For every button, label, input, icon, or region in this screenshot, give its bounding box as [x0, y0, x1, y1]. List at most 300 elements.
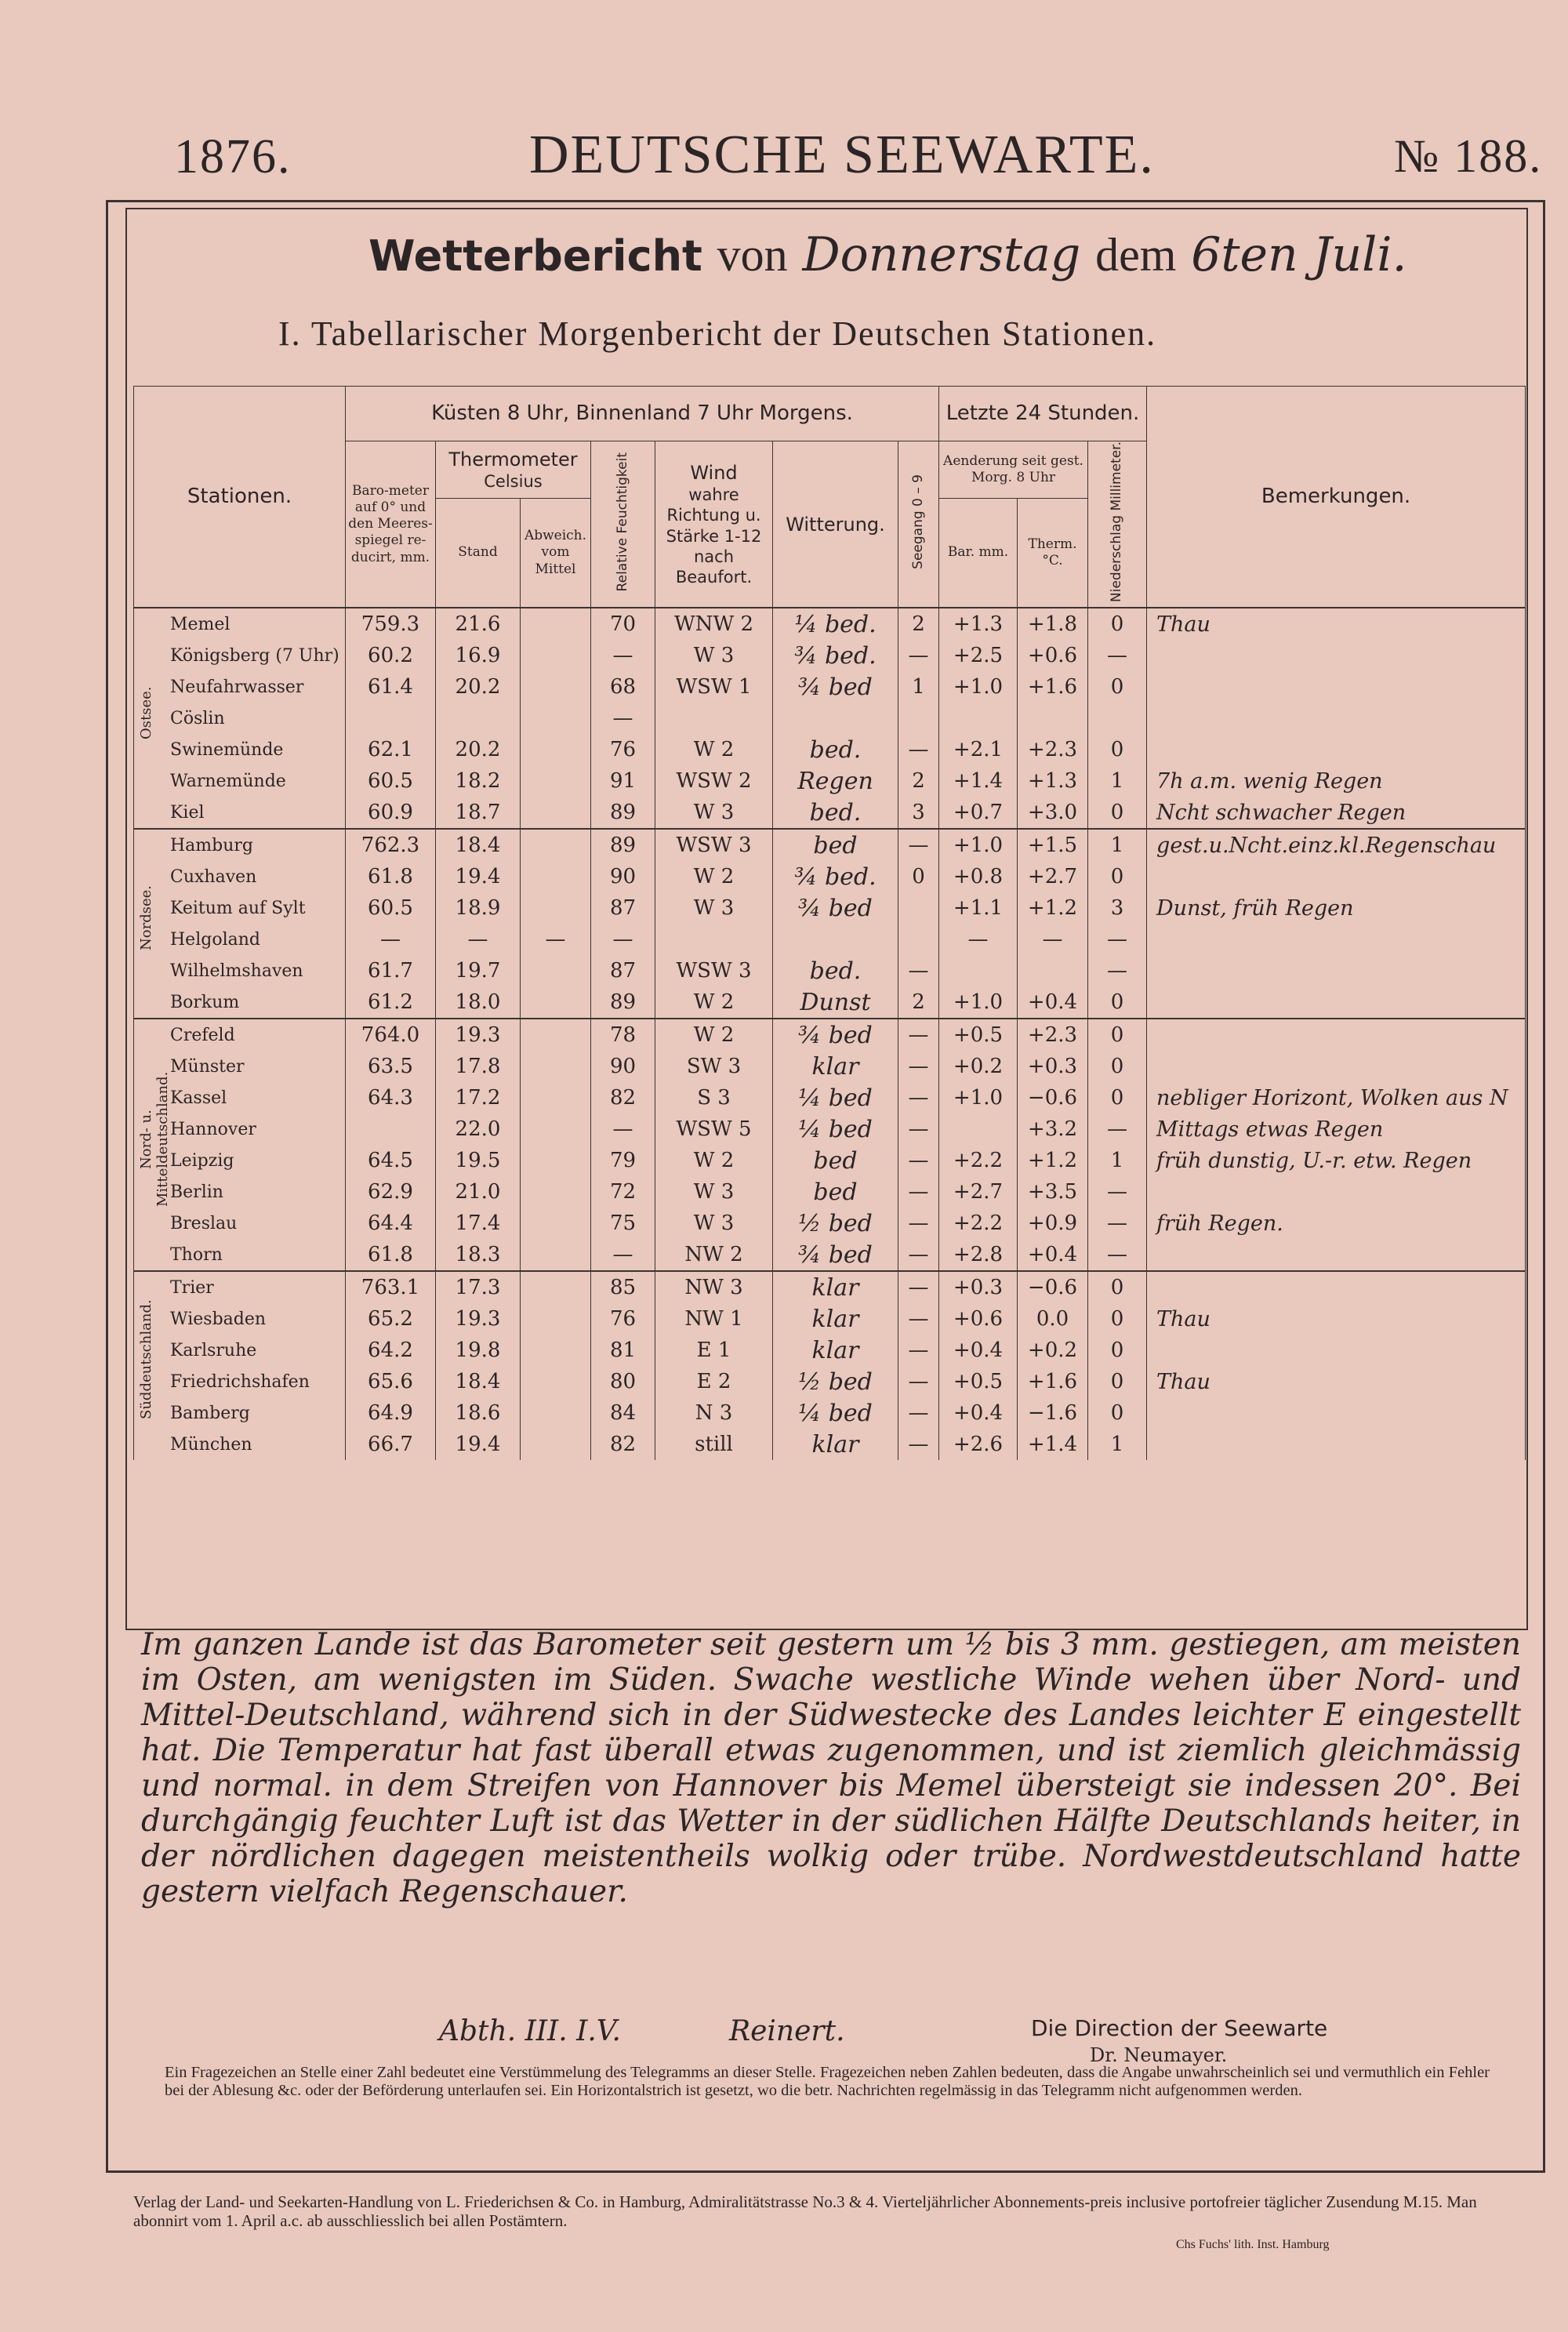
dtherm-cell: [1018, 955, 1088, 986]
table-row: [134, 640, 1526, 671]
precip-header: Niederschlag Millimeter.: [1088, 441, 1147, 608]
hum-cell: 87: [591, 892, 655, 924]
report-title: [368, 227, 1407, 282]
dev-cell: [521, 640, 591, 671]
baro-cell: 762.3: [346, 829, 436, 861]
dtherm-cell: +1.6: [1018, 671, 1088, 703]
dbar-cell: +0.3: [939, 1271, 1018, 1303]
dev-cell: —: [521, 924, 591, 955]
weather-summary: Im ganzen Lande ist das Barometer seit gestern um ½ bis 3 mm. gestiegen, am meisten im Osten, am wenigsten im Süden. Swache westliche Winde wehen über Nord- und Mittel-Deutschland, während sich in der Südwestecke des Landes leichter E eingestellt hat. Die Temperatur hat fast überall etwas zugenommen, und ist ziemlich gleichmässig und normal. in dem Streifen von Hannover bis Memel übersteigt sie indessen 20°. Bei durchgängig feuchter Luft ist das Wetter in der südlichen Hälfte Deutschlands heiter, in der nördlichen dagegen meistentheils wolkig oder trübe. Nordwestdeutschland hatte gestern vielfach Regenschauer.: [141, 1627, 1521, 1909]
dev-cell: [521, 608, 591, 640]
table-row: [134, 861, 1526, 892]
wind-header: Wind wahre Richtung u. Stärke 1-12 nach Beaufort.: [655, 441, 773, 608]
baro-cell: 64.2: [346, 1335, 436, 1366]
remark-cell: [1147, 1019, 1526, 1051]
dev-cell: [521, 1303, 591, 1335]
dev-cell: [521, 1051, 591, 1082]
dev-cell: [521, 1176, 591, 1208]
station-name: Karlsruhe: [134, 1335, 346, 1366]
dbar-cell: +1.3: [939, 608, 1018, 640]
station-name: Breslau: [134, 1208, 346, 1239]
wind-cell: WSW 3: [655, 955, 773, 986]
sea-cell: [898, 924, 939, 955]
sea-cell: —: [898, 1366, 939, 1397]
dev-cell: [521, 1366, 591, 1397]
dtherm-cell: +1.5: [1018, 829, 1088, 861]
station-name: Münster: [134, 1051, 346, 1082]
dbar-cell: +2.2: [939, 1208, 1018, 1239]
dev-cell: [521, 1145, 591, 1176]
dtherm-cell: +3.5: [1018, 1176, 1088, 1208]
sea-cell: —: [898, 1113, 939, 1145]
temp-cell: 22.0: [436, 1113, 521, 1145]
table-row: [134, 1145, 1526, 1176]
dev-cell: [521, 986, 591, 1019]
thermometer-header: Thermometer Celsius: [436, 441, 591, 499]
dtherm-cell: +3.2: [1018, 1113, 1088, 1145]
dev-cell: [521, 1429, 591, 1460]
precip-cell: 0: [1088, 986, 1147, 1019]
precip-cell: 0: [1088, 1082, 1147, 1113]
table-row: [134, 1019, 1526, 1051]
dtherm-cell: 0.0: [1018, 1303, 1088, 1335]
table-row: [134, 1051, 1526, 1082]
remark-cell: [1147, 1335, 1526, 1366]
dbar-cell: +1.0: [939, 986, 1018, 1019]
sea-cell: —: [898, 1145, 939, 1176]
station-name: Hamburg: [134, 829, 346, 861]
dbar-cell: [939, 955, 1018, 986]
weather-cell: Regen: [773, 765, 898, 797]
temp-cell: 18.0: [436, 986, 521, 1019]
dbar-cell: +2.7: [939, 1176, 1018, 1208]
weather-cell: ¾ bed.: [773, 640, 898, 671]
dbar-cell: +1.1: [939, 892, 1018, 924]
sea-cell: 3: [898, 797, 939, 829]
wind-cell: E 1: [655, 1335, 773, 1366]
remark-cell: [1147, 955, 1526, 986]
table-row: [134, 1335, 1526, 1366]
wind-cell: S 3: [655, 1082, 773, 1113]
dbar-cell: +0.8: [939, 861, 1018, 892]
remark-cell: Thau: [1147, 1303, 1526, 1335]
title-date: 6ten: [1191, 227, 1298, 282]
dtherm-cell: +2.3: [1018, 734, 1088, 765]
station-name: Keitum auf Sylt: [134, 892, 346, 924]
precip-cell: 0: [1088, 1366, 1147, 1397]
wind-cell: WSW 2: [655, 765, 773, 797]
region-label: Ostsee.: [138, 685, 154, 739]
wind-cell: NW 3: [655, 1271, 773, 1303]
hum-cell: 76: [591, 1303, 655, 1335]
remarks-header: Bemerkungen.: [1147, 387, 1526, 608]
table-row: [134, 703, 1526, 734]
precip-cell: 0: [1088, 671, 1147, 703]
station-name: Cuxhaven: [134, 861, 346, 892]
sea-cell: —: [898, 734, 939, 765]
station-name: Swinemünde: [134, 734, 346, 765]
temp-cell: 18.4: [436, 1366, 521, 1397]
baro-cell: 60.9: [346, 797, 436, 829]
dtherm-cell: +0.9: [1018, 1208, 1088, 1239]
precip-cell: —: [1088, 640, 1147, 671]
hum-cell: 89: [591, 829, 655, 861]
baro-cell: 61.4: [346, 671, 436, 703]
baro-cell: [346, 1113, 436, 1145]
dtherm-cell: +1.4: [1018, 1429, 1088, 1460]
dbar-cell: +2.2: [939, 1145, 1018, 1176]
hum-cell: 72: [591, 1176, 655, 1208]
precip-cell: 0: [1088, 797, 1147, 829]
weather-cell: [773, 703, 898, 734]
temp-cell: 19.5: [436, 1145, 521, 1176]
temp-cell: 19.3: [436, 1303, 521, 1335]
temp-cell: 18.3: [436, 1239, 521, 1271]
temp-cell: 21.0: [436, 1176, 521, 1208]
remark-cell: gest.u.Ncht.einz.kl.Regenschau: [1147, 829, 1526, 861]
weather-header: Witterung.: [773, 441, 898, 608]
dev-cell: [521, 829, 591, 861]
region-label: Süddeutschland.: [138, 1299, 154, 1420]
hum-cell: —: [591, 924, 655, 955]
remark-cell: Thau: [1147, 1366, 1526, 1397]
dbar-cell: +1.0: [939, 1082, 1018, 1113]
baro-cell: 64.5: [346, 1145, 436, 1176]
table-row: [134, 1239, 1526, 1271]
remark-cell: [1147, 986, 1526, 1019]
table-row: [134, 765, 1526, 797]
baro-cell: 61.8: [346, 1239, 436, 1271]
temp-cell: 20.2: [436, 671, 521, 703]
hum-cell: —: [591, 1239, 655, 1271]
baro-cell: 61.8: [346, 861, 436, 892]
dtherm-cell: −1.6: [1018, 1397, 1088, 1429]
station-name: Cöslin: [134, 703, 346, 734]
dev-cell: [521, 1113, 591, 1145]
morning-group-header: Küsten 8 Uhr, Binnenland 7 Uhr Morgens.: [346, 387, 939, 441]
precip-cell: 0: [1088, 1051, 1147, 1082]
hum-cell: —: [591, 640, 655, 671]
dtherm-cell: +0.4: [1018, 1239, 1088, 1271]
station-name: Bamberg: [134, 1397, 346, 1429]
temp-cell: 17.3: [436, 1271, 521, 1303]
temp-cell: 19.3: [436, 1019, 521, 1051]
temp-cell: 18.4: [436, 829, 521, 861]
table-row: [134, 1271, 1526, 1303]
baro-cell: 60.2: [346, 640, 436, 671]
weather-cell: klar: [773, 1335, 898, 1366]
station-name: Friedrichshafen: [134, 1366, 346, 1397]
dev-cell: [521, 703, 591, 734]
sea-cell: 2: [898, 765, 939, 797]
title-von: von: [717, 229, 788, 281]
precip-cell: 0: [1088, 1397, 1147, 1429]
precip-cell: 1: [1088, 1145, 1147, 1176]
temp-cell: 19.8: [436, 1335, 521, 1366]
hum-cell: 80: [591, 1366, 655, 1397]
precip-cell: 1: [1088, 1429, 1147, 1460]
dbar-cell: +0.7: [939, 797, 1018, 829]
remark-cell: nebliger Horizont, Wolken aus N: [1147, 1082, 1526, 1113]
baro-cell: 61.7: [346, 955, 436, 986]
remark-cell: [1147, 1051, 1526, 1082]
dev-cell: [521, 1082, 591, 1113]
weather-cell: ½ bed: [773, 1208, 898, 1239]
remark-cell: früh Regen.: [1147, 1208, 1526, 1239]
sea-cell: —: [898, 955, 939, 986]
weather-cell: ¾ bed: [773, 671, 898, 703]
station-name: Leipzig: [134, 1145, 346, 1176]
baro-cell: —: [346, 924, 436, 955]
wind-cell: W 3: [655, 797, 773, 829]
table-row: [134, 1176, 1526, 1208]
weather-cell: bed: [773, 829, 898, 861]
weather-cell: ¾ bed: [773, 892, 898, 924]
region-label: Nord- u. Mitteldeutschland.: [138, 1071, 171, 1207]
remark-cell: Ncht schwacher Regen: [1147, 797, 1526, 829]
direction-label: Die Direction der Seewarte: [1031, 2015, 1328, 2041]
sea-cell: —: [898, 1176, 939, 1208]
hum-cell: 87: [591, 955, 655, 986]
baro-cell: 62.9: [346, 1176, 436, 1208]
station-name: Wiesbaden: [134, 1303, 346, 1335]
dbar-cell: +0.5: [939, 1366, 1018, 1397]
baro-cell: 62.1: [346, 734, 436, 765]
temp-cell: 16.9: [436, 640, 521, 671]
dtherm-cell: +0.2: [1018, 1335, 1088, 1366]
precip-cell: 0: [1088, 608, 1147, 640]
weather-table: [133, 386, 1526, 1460]
dbar-cell: +1.0: [939, 671, 1018, 703]
sea-cell: —: [898, 1019, 939, 1051]
remark-cell: [1147, 1397, 1526, 1429]
dev-cell: [521, 1208, 591, 1239]
station-name: Crefeld: [134, 1019, 346, 1051]
dbar-cell: [939, 1113, 1018, 1145]
dbar-cell: +0.5: [939, 1019, 1018, 1051]
weather-cell: klar: [773, 1429, 898, 1460]
wind-cell: [655, 924, 773, 955]
precip-cell: [1088, 703, 1147, 734]
station-name: Warnemünde: [134, 765, 346, 797]
baro-cell: 65.2: [346, 1303, 436, 1335]
wind-cell: WSW 1: [655, 671, 773, 703]
precip-cell: 0: [1088, 861, 1147, 892]
hum-cell: 90: [591, 861, 655, 892]
year: 1876.: [174, 130, 292, 183]
station-name: Königsberg (7 Uhr): [134, 640, 346, 671]
weather-cell: ¼ bed: [773, 1113, 898, 1145]
sea-cell: —: [898, 1397, 939, 1429]
baro-cell: 65.6: [346, 1366, 436, 1397]
station-name: Neufahrwasser: [134, 671, 346, 703]
title-day: Donnerstag: [802, 227, 1081, 282]
temp-cell: 18.6: [436, 1397, 521, 1429]
station-name: Thorn: [134, 1239, 346, 1271]
baro-cell: 64.3: [346, 1082, 436, 1113]
baro-cell: 60.5: [346, 892, 436, 924]
station-name: Memel: [134, 608, 346, 640]
weather-cell: ¾ bed: [773, 1239, 898, 1271]
baro-cell: 61.2: [346, 986, 436, 1019]
wind-cell: W 2: [655, 986, 773, 1019]
precip-cell: 1: [1088, 829, 1147, 861]
remark-cell: früh dunstig, U.-r. etw. Regen: [1147, 1145, 1526, 1176]
printer-credit: Chs Fuchs' lith. Inst. Hamburg: [1176, 2238, 1330, 2251]
baro-cell: 63.5: [346, 1051, 436, 1082]
temp-cell: 18.7: [436, 797, 521, 829]
dbar-cell: +2.8: [939, 1239, 1018, 1271]
weather-cell: ½ bed: [773, 1366, 898, 1397]
temp-cell: 19.4: [436, 861, 521, 892]
table-row: [134, 892, 1526, 924]
remark-cell: [1147, 671, 1526, 703]
table-row: [134, 734, 1526, 765]
hum-cell: 81: [591, 1335, 655, 1366]
dbar-cell: +1.4: [939, 765, 1018, 797]
dtherm-cell: +1.2: [1018, 892, 1088, 924]
wind-cell: W 2: [655, 1145, 773, 1176]
precip-cell: 0: [1088, 1019, 1147, 1051]
table-row: [134, 1113, 1526, 1145]
dtherm-cell: +0.4: [1018, 986, 1088, 1019]
sea-cell: [898, 703, 939, 734]
department-signature: Abth. III. I.V.: [439, 2015, 621, 2047]
dtherm-cell: +3.0: [1018, 797, 1088, 829]
dtherm-cell: −0.6: [1018, 1082, 1088, 1113]
precip-cell: —: [1088, 1113, 1147, 1145]
newspaper-title: DEUTSCHE SEEWARTE.: [529, 125, 1155, 185]
title-prefix: Wetterbericht: [368, 231, 702, 281]
sea-cell: —: [898, 1239, 939, 1271]
temp-cell: 21.6: [436, 608, 521, 640]
dtherm-cell: +1.8: [1018, 608, 1088, 640]
dbar-cell: +0.2: [939, 1051, 1018, 1082]
remark-cell: Thau: [1147, 608, 1526, 640]
hum-cell: 82: [591, 1429, 655, 1460]
precip-cell: 0: [1088, 1335, 1147, 1366]
weather-cell: klar: [773, 1051, 898, 1082]
dev-cell: [521, 955, 591, 986]
dev-cell: [521, 1335, 591, 1366]
wind-cell: WSW 5: [655, 1113, 773, 1145]
therm-change-header: Therm. °C.: [1018, 498, 1088, 608]
precip-cell: 3: [1088, 892, 1147, 924]
humidity-header: Relative Feuchtigkeit: [591, 441, 655, 608]
temp-cell: 19.7: [436, 955, 521, 986]
station-name: Trier: [134, 1271, 346, 1303]
temp-cell: 20.2: [436, 734, 521, 765]
hum-cell: 68: [591, 671, 655, 703]
remark-cell: Dunst, früh Regen: [1147, 892, 1526, 924]
table-row: [134, 608, 1526, 640]
sea-cell: —: [898, 1335, 939, 1366]
temp-cell: 19.4: [436, 1429, 521, 1460]
subtitle: I. Tabellarischer Morgenbericht der Deutschen Stationen.: [278, 314, 1157, 353]
table-row: [134, 671, 1526, 703]
sea-cell: —: [898, 1208, 939, 1239]
table-row: [134, 829, 1526, 861]
baro-cell: 60.5: [346, 765, 436, 797]
dev-cell: [521, 1019, 591, 1051]
wind-cell: N 3: [655, 1397, 773, 1429]
remark-cell: [1147, 734, 1526, 765]
remark-cell: [1147, 924, 1526, 955]
wind-cell: SW 3: [655, 1051, 773, 1082]
baro-cell: [346, 703, 436, 734]
dbar-cell: +0.4: [939, 1335, 1018, 1366]
hum-cell: 84: [591, 1397, 655, 1429]
dev-cell: [521, 892, 591, 924]
precip-cell: 0: [1088, 734, 1147, 765]
issue-number: № 188.: [1394, 130, 1543, 182]
wind-cell: W 2: [655, 734, 773, 765]
station-name: Helgoland: [134, 924, 346, 955]
sea-cell: —: [898, 1271, 939, 1303]
sea-cell: —: [898, 1051, 939, 1082]
reinert-signature: Reinert.: [729, 2015, 845, 2047]
baro-cell: 64.9: [346, 1397, 436, 1429]
hum-cell: 89: [591, 797, 655, 829]
hum-cell: —: [591, 1113, 655, 1145]
hum-cell: 76: [591, 734, 655, 765]
precip-cell: 0: [1088, 1271, 1147, 1303]
table-row: [134, 1366, 1526, 1397]
dtherm-cell: −0.6: [1018, 1271, 1088, 1303]
deviation-header: Abweich. vom Mittel: [521, 498, 591, 608]
precip-cell: —: [1088, 1239, 1147, 1271]
weather-cell: klar: [773, 1303, 898, 1335]
weather-cell: ¼ bed: [773, 1082, 898, 1113]
station-name: Borkum: [134, 986, 346, 1019]
sea-cell: —: [898, 829, 939, 861]
dbar-cell: —: [939, 924, 1018, 955]
remark-cell: [1147, 1176, 1526, 1208]
weather-cell: bed: [773, 1176, 898, 1208]
weather-cell: ¾ bed.: [773, 861, 898, 892]
wind-cell: W 3: [655, 640, 773, 671]
dev-cell: [521, 1397, 591, 1429]
wind-cell: W 3: [655, 1208, 773, 1239]
last24-group-header: Letzte 24 Stunden.: [939, 387, 1147, 441]
wind-cell: W 2: [655, 861, 773, 892]
dtherm-cell: +0.6: [1018, 640, 1088, 671]
wind-cell: W 3: [655, 1176, 773, 1208]
weather-cell: [773, 924, 898, 955]
station-name: Wilhelmshaven: [134, 955, 346, 986]
table-row: [134, 924, 1526, 955]
table-row: [134, 797, 1526, 829]
sea-cell: 2: [898, 986, 939, 1019]
wind-cell: W 2: [655, 1019, 773, 1051]
dbar-cell: +2.6: [939, 1429, 1018, 1460]
sea-cell: [898, 892, 939, 924]
wind-cell: E 2: [655, 1366, 773, 1397]
dbar-cell: +1.0: [939, 829, 1018, 861]
table-row: [134, 986, 1526, 1019]
dtherm-cell: [1018, 703, 1088, 734]
dev-cell: [521, 797, 591, 829]
temp-cell: 18.9: [436, 892, 521, 924]
sea-cell: 0: [898, 861, 939, 892]
director-name: Dr. Neumayer.: [1090, 2044, 1228, 2066]
remark-cell: Mittags etwas Regen: [1147, 1113, 1526, 1145]
dtherm-cell: +2.7: [1018, 861, 1088, 892]
dbar-cell: [939, 703, 1018, 734]
title-dem: dem: [1095, 229, 1177, 281]
hum-cell: 85: [591, 1271, 655, 1303]
dbar-cell: +2.1: [939, 734, 1018, 765]
